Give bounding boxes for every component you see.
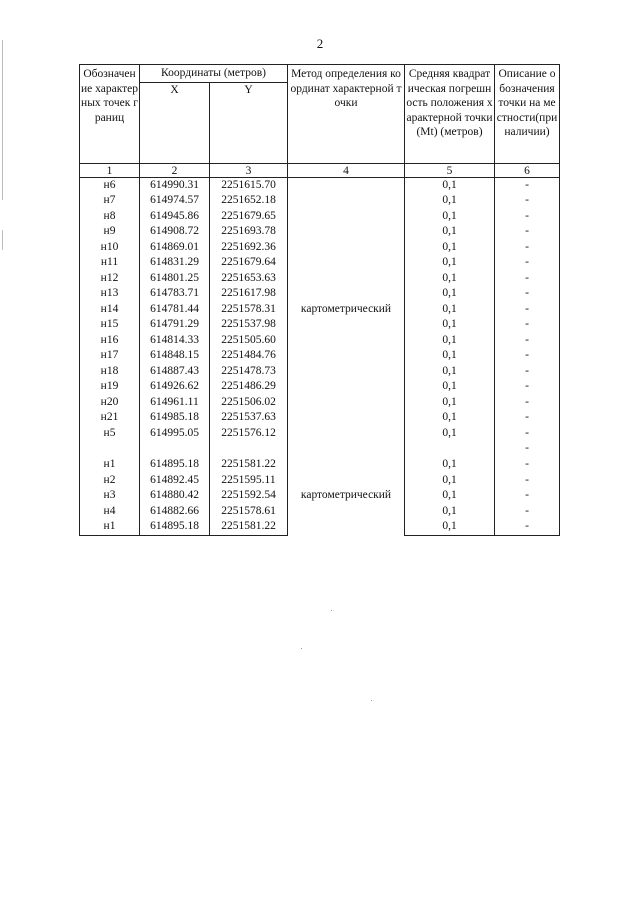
point-id: н2 [80, 473, 140, 489]
description-value: - [495, 240, 560, 256]
coord-x: 614814.33 [140, 333, 210, 349]
coord-x: 614781.44 [140, 302, 210, 318]
scan-speck [371, 700, 372, 701]
point-id: н3 [80, 488, 140, 504]
coord-x: 614974.57 [140, 193, 210, 209]
point-id: н10 [80, 240, 140, 256]
coord-x: 614882.66 [140, 504, 210, 520]
coord-x: 614892.45 [140, 473, 210, 489]
coord-x: 614831.29 [140, 255, 210, 271]
error-value: 0,1 [405, 364, 495, 380]
table-header [80, 65, 560, 178]
coord-y: 2251679.64 [210, 255, 288, 271]
scan-margin-mark [2, 230, 3, 250]
coord-y: 2251486.29 [210, 379, 288, 395]
coord-y: 2251617.98 [210, 286, 288, 302]
coord-y: 2251576.12 [210, 426, 288, 442]
coord-x: 614961.11 [140, 395, 210, 411]
coord-y: 2251581.22 [210, 519, 288, 535]
point-id: н14 [80, 302, 140, 318]
point-id: н5 [80, 426, 140, 442]
error-value: 0,1 [405, 426, 495, 442]
description-value: - [495, 317, 560, 333]
point-id: н18 [80, 364, 140, 380]
description-value: - [495, 379, 560, 395]
description-value: - [495, 255, 560, 271]
point-id: н7 [80, 193, 140, 209]
header-method: Метод определения координат характерной точки [288, 65, 405, 164]
coord-x: 614990.31 [140, 177, 210, 193]
coord-y: 2251478.73 [210, 364, 288, 380]
description-value: - [495, 395, 560, 411]
description-value: - [495, 457, 560, 473]
scan-margin-mark [2, 40, 3, 200]
coord-y: 2251505.60 [210, 333, 288, 349]
point-id: н1 [80, 519, 140, 535]
description-value: - [495, 224, 560, 240]
description-value: - [495, 209, 560, 225]
error-value: 0,1 [405, 209, 495, 225]
point-id: н21 [80, 410, 140, 426]
table-body [80, 177, 560, 535]
description-value: - [495, 193, 560, 209]
column-number: 1 [80, 163, 140, 177]
boundary-points-table [79, 64, 560, 536]
error-value: 0,1 [405, 286, 495, 302]
column-number: 2 [140, 163, 210, 177]
description-value: - [495, 364, 560, 380]
description-value: - [495, 302, 560, 318]
error-value: 0,1 [405, 317, 495, 333]
description-value: - [495, 286, 560, 302]
header-error: Средняя квадратическая погрешность положения характерной точки (Мt) (метров) [405, 65, 495, 164]
scan-speck [331, 610, 332, 611]
point-id: н15 [80, 317, 140, 333]
coord-y: 2251679.65 [210, 209, 288, 225]
error-value: 0,1 [405, 224, 495, 240]
coord-x: 614783.71 [140, 286, 210, 302]
description-value: - [495, 177, 560, 193]
coord-x: 614926.62 [140, 379, 210, 395]
error-value: 0,1 [405, 240, 495, 256]
description-value: - [495, 519, 560, 535]
coord-y: 2251693.78 [210, 224, 288, 240]
error-value: 0,1 [405, 504, 495, 520]
coord-x: 614985.18 [140, 410, 210, 426]
header-designation: Обозначение характерных точек границ [80, 65, 140, 164]
coord-y: 2251653.63 [210, 271, 288, 287]
coord-x: 614848.15 [140, 348, 210, 364]
method-cell: картометрический [288, 177, 405, 441]
header-y: Y [210, 82, 288, 163]
coord-y: 2251537.63 [210, 410, 288, 426]
coord-y: 2251595.11 [210, 473, 288, 489]
header-description: Описание обозначения точки на местности(при наличии) [495, 65, 560, 164]
error-value: 0,1 [405, 271, 495, 287]
method-cell: картометрический [288, 457, 405, 535]
error-value: 0,1 [405, 395, 495, 411]
column-number: 3 [210, 163, 288, 177]
coord-x: 614887.43 [140, 364, 210, 380]
error-value: 0,1 [405, 488, 495, 504]
description-value: - [495, 504, 560, 520]
table-row [80, 177, 560, 193]
error-value: 0,1 [405, 348, 495, 364]
point-id: н9 [80, 224, 140, 240]
scan-speck [301, 648, 302, 649]
error-value: 0,1 [405, 333, 495, 349]
header-coordinates: Координаты (метров) [140, 65, 288, 83]
column-number: 4 [288, 163, 405, 177]
coord-x: 614801.25 [140, 271, 210, 287]
coord-y: 2251484.76 [210, 348, 288, 364]
table-row [80, 457, 560, 473]
point-id: н20 [80, 395, 140, 411]
point-id: н17 [80, 348, 140, 364]
description-value: - [495, 348, 560, 364]
coord-y: 2251578.61 [210, 504, 288, 520]
point-id: н13 [80, 286, 140, 302]
column-number-row [80, 163, 560, 177]
coord-x: 614791.29 [140, 317, 210, 333]
point-id: н8 [80, 209, 140, 225]
coord-x: 614895.18 [140, 519, 210, 535]
description-value: - [495, 333, 560, 349]
page-number: 2 [316, 36, 324, 51]
description-value: - [495, 473, 560, 489]
point-id: н19 [80, 379, 140, 395]
error-value: 0,1 [405, 255, 495, 271]
error-value: 0,1 [405, 473, 495, 489]
table-spacer-row [80, 441, 560, 457]
error-value: 0,1 [405, 379, 495, 395]
error-value: 0,1 [405, 519, 495, 535]
coord-y: 2251506.02 [210, 395, 288, 411]
coord-x: 614895.18 [140, 457, 210, 473]
coord-y: 2251578.31 [210, 302, 288, 318]
description-value: - [495, 488, 560, 504]
header-x: X [140, 82, 210, 163]
error-value: 0,1 [405, 193, 495, 209]
column-number: 5 [405, 163, 495, 177]
error-value: 0,1 [405, 457, 495, 473]
error-value: 0,1 [405, 410, 495, 426]
coord-x: 614880.42 [140, 488, 210, 504]
error-value: 0,1 [405, 177, 495, 193]
point-id: н6 [80, 177, 140, 193]
coord-x: 614908.72 [140, 224, 210, 240]
coord-y: 2251581.22 [210, 457, 288, 473]
coord-y: 2251692.36 [210, 240, 288, 256]
point-id: н12 [80, 271, 140, 287]
coord-x: 614995.05 [140, 426, 210, 442]
column-number: 6 [495, 163, 560, 177]
description-value: - [495, 410, 560, 426]
error-value: 0,1 [405, 302, 495, 318]
coord-y: 2251537.98 [210, 317, 288, 333]
description-value: - [495, 441, 560, 457]
point-id: н4 [80, 504, 140, 520]
coord-y: 2251615.70 [210, 177, 288, 193]
point-id: н16 [80, 333, 140, 349]
description-value: - [495, 426, 560, 442]
coord-y: 2251592.54 [210, 488, 288, 504]
coord-y: 2251652.18 [210, 193, 288, 209]
description-value: - [495, 271, 560, 287]
coord-x: 614945.86 [140, 209, 210, 225]
coord-x: 614869.01 [140, 240, 210, 256]
point-id: н11 [80, 255, 140, 271]
point-id: н1 [80, 457, 140, 473]
